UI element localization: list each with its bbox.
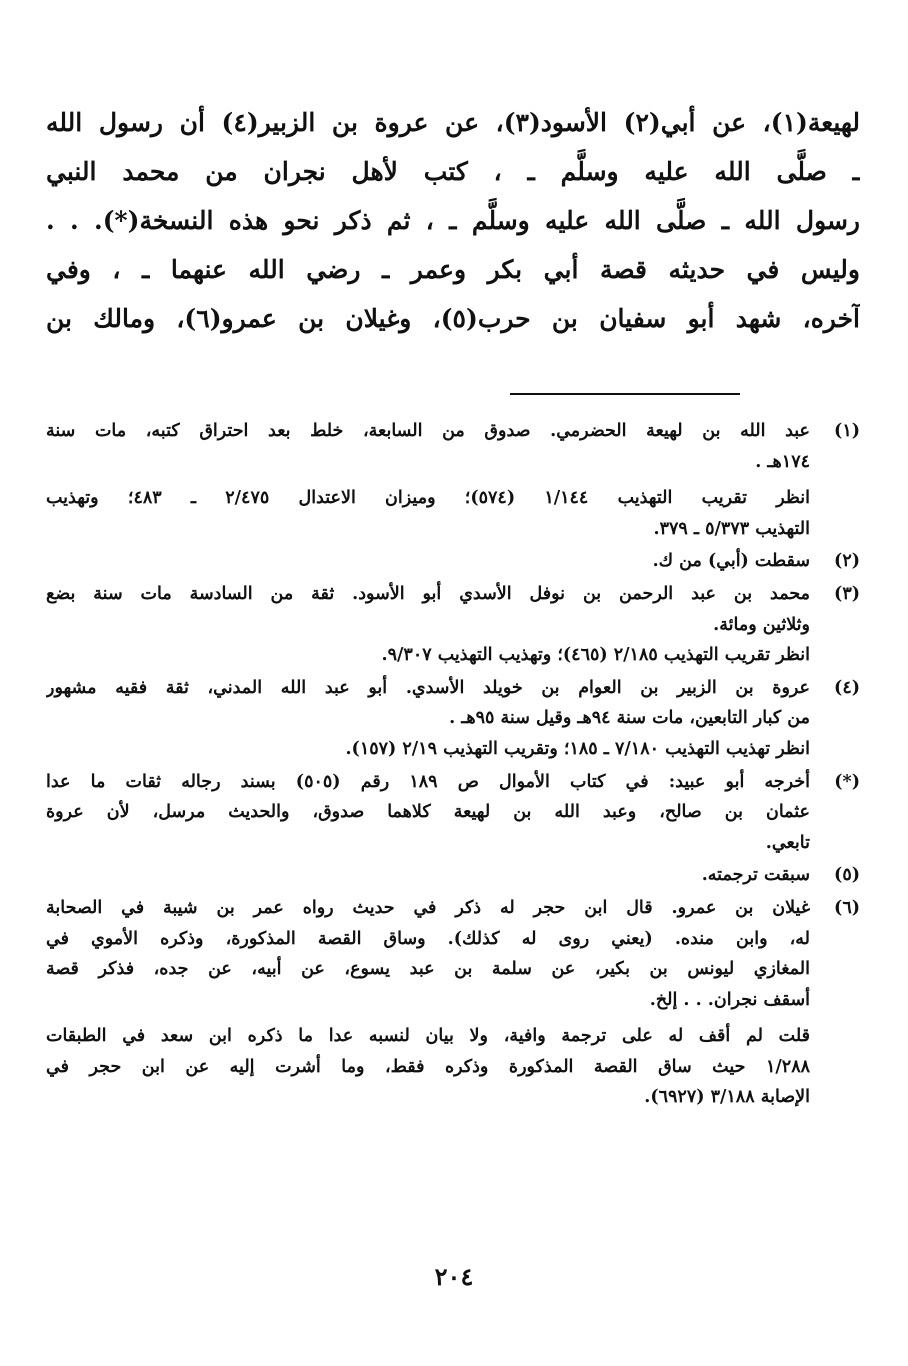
footnote-line: محمد بن عبد الرحمن بن نوفل الأسدي أبو الأسود. ثقة من السادسة مات سنة بضع [46, 583, 810, 604]
footnote-paragraph [46, 640, 810, 671]
footnote-body [46, 673, 810, 765]
footnote-number: (٣) [834, 583, 860, 604]
footnote-6 [46, 893, 860, 1113]
footnote-line: له، وابن منده. (يعني روى له كذلك). وساق القصة المذكورة، وذكره الأموي في [46, 928, 810, 949]
footnote-line: انظر تقريب التهذيب ١/١٤٤ (٥٧٤)؛ وميزان الاعتدال ٢/٤٧٥ ـ ٤٨٣؛ وتهذيب [46, 488, 810, 509]
footnote-paragraph [46, 673, 810, 734]
footnote-paragraph [46, 546, 810, 577]
footnote-line: انظر تقريب التهذيب ٢/١٨٥ (٤٦٥)؛ وتهذيب التهذيب ٩/٣٠٧. [381, 645, 810, 666]
footnotes [46, 416, 860, 1113]
footnote-paragraph [46, 767, 810, 859]
footnote-number: (٢) [834, 551, 860, 572]
main-text [46, 98, 860, 343]
footnote-body [46, 893, 810, 1113]
main-text-line: آخره، شهد أبو سفيان بن حرب(٥)، وغيلان بن عمرو(٦)، ومالك بن [46, 304, 860, 333]
footnote-1 [46, 416, 860, 544]
footnote-body [46, 579, 810, 671]
footnote-number: (٦) [834, 897, 860, 918]
footnote-line: وثلاثين ومائة. [713, 614, 810, 635]
main-text-line: وليس في حديثه قصة أبي بكر وعمر ـ رضي الله عنهما ـ ، وفي [46, 255, 860, 284]
footnote-5 [46, 860, 860, 891]
footnote-line: سبقت ترجمته. [701, 865, 810, 886]
footnote-paragraph [46, 579, 810, 640]
footnote-number: (٥) [834, 865, 860, 886]
main-text-line: رسول الله ـ صلَّى الله عليه وسلَّم ـ ، ثم ذكر نحو هذه النسخة(*). . . [46, 206, 860, 235]
footnote-line: الإصابة ٣/١٨٨ (٦٩٢٧). [644, 1087, 810, 1108]
footnote-body [46, 546, 810, 577]
footnote-4 [46, 673, 860, 765]
footnote-number: (*) [834, 771, 860, 792]
footnote-line: أخرجه أبو عبيد: في كتاب الأموال ص ١٨٩ رقم (٥٠٥) بسند رجاله ثقات ما عدا [46, 771, 810, 792]
footnote-body [46, 860, 810, 891]
footnote-number: (١) [834, 421, 860, 441]
footnote-2 [46, 546, 860, 577]
footnote-paragraph [46, 893, 810, 1015]
footnote-line: عثمان بن صالح، وعبد الله بن لهيعة كلاهما صدوق، والحديث مرسل، لأن عروة [46, 802, 810, 823]
footnote-line: سقطت (أبي) من ك. [652, 551, 810, 572]
footnote-paragraph [46, 1021, 810, 1113]
footnote-line: التهذيب ٥/٣٧٣ ـ ٣٧٩. [653, 518, 810, 539]
main-text-line: ـ صلَّى الله عليه وسلَّم ـ ، كتب لأهل نجران من محمد النبي [46, 157, 860, 186]
page-number: ٢٠٤ [434, 1262, 474, 1291]
footnote-line: المغازي ليونس بن بكير، عن سلمة بن عبد يسوع، عن أبيه، عن جده، فذكر قصة [46, 959, 810, 980]
footnote-body [46, 416, 810, 544]
footnote-paragraph [46, 734, 810, 765]
footnote-paragraph [46, 416, 810, 477]
footnote-3 [46, 579, 860, 671]
footnote-paragraph [46, 483, 810, 544]
main-text-line: لهيعة(١)، عن أبي(٢) الأسود(٣)، عن عروة بن الزبير(٤) أن رسول الله [46, 108, 860, 137]
footnote-line: انظر تهذيب التهذيب ٧/١٨٠ ـ ١٨٥؛ وتقريب التهذيب ٢/١٩ (١٥٧). [345, 738, 810, 759]
footnote-line: قلت لم أقف له على ترجمة وافية، ولا بيان لنسبه عدا ما ذكره ابن سعد في الطبقات [46, 1026, 810, 1047]
footnote-number: (٤) [834, 677, 860, 698]
footnote-line: أسقف نجران. . . إلخ. [649, 989, 810, 1010]
footnote-line: عبد الله بن لهيعة الحضرمي. صدوق من السابعة، خلط بعد احتراق كتبه، مات سنة [46, 421, 810, 441]
footnote-line: ١٧٤هـ . [755, 451, 810, 472]
footnote-line: عروة بن الزبير بن العوام بن خويلد الأسدي. أبو عبد الله المدني، ثقة فقيه مشهور [46, 677, 810, 698]
footnote-separator [510, 393, 740, 395]
footnote-line: تابعي. [765, 832, 810, 853]
footnote-line: من كبار التابعين، مات سنة ٩٤هـ وقيل سنة ٩٥هـ . [449, 708, 810, 729]
footnote-star [46, 767, 860, 859]
footnote-line: غيلان بن عمرو. قال ابن حجر له ذكر في حديث رواه عمر بن شيبة في الصحابة [46, 897, 810, 918]
footnote-line: ١/٢٨٨ حيث ساق القصة المذكورة وذكره فقط، وما أشرت إليه عن ابن حجر في [46, 1056, 810, 1077]
footnote-paragraph [46, 860, 810, 891]
footnote-body [46, 767, 810, 859]
